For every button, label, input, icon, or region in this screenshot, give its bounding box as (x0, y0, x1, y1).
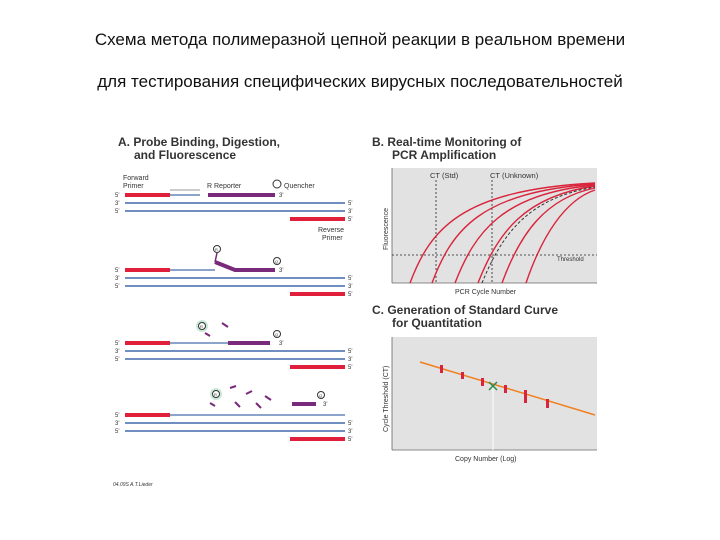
standard-point (546, 399, 549, 408)
standard-curve-plot-area (392, 337, 597, 450)
panel-c-heading-line1: C. Generation of Standard Curve (372, 303, 559, 317)
strand-end-label: 5' (115, 357, 120, 363)
reporter-mark: R (214, 392, 217, 397)
image-credit: 04.09S A.T.Lieder (113, 482, 153, 488)
quencher-mark: Q (275, 332, 279, 337)
strand-end-label: 3' (279, 193, 284, 199)
threshold-label: Threshold (557, 257, 584, 263)
panel-a-block-4 (115, 386, 352, 443)
fluorescence-axis-label: Fluorescence (383, 207, 390, 250)
forward-primer-label-line2: Primer (123, 183, 144, 190)
ct-std-label: CT (Std) (430, 171, 459, 180)
reverse-primer-label-line1: Reverse (318, 227, 345, 234)
probe-fragment (235, 402, 240, 407)
reporter-label: R Reporter (207, 183, 242, 190)
probe-fragment (205, 333, 210, 336)
strand-end-label: 5' (115, 193, 120, 199)
reporter-mark: R (200, 324, 203, 329)
probe-fragment (246, 391, 252, 394)
probe-bar (215, 262, 275, 270)
quencher-mark: Q (319, 393, 323, 398)
strand-end-label: 5' (348, 365, 353, 371)
panel-b-heading-line2: PCR Amplification (392, 148, 497, 162)
strand-end-label: 5' (115, 429, 120, 435)
standard-point (440, 365, 443, 373)
standard-point (481, 378, 484, 386)
quencher-label-icon (273, 180, 281, 188)
strand-end-label: 3' (115, 349, 120, 355)
panel-a-block-1 (115, 193, 352, 242)
strand-end-label: 3' (348, 209, 353, 215)
probe-fragment (210, 403, 215, 406)
strand-end-label: 5' (115, 268, 120, 274)
cycle-threshold-axis-label: Cycle Threshold (CT) (383, 365, 390, 432)
probe-fragment (256, 403, 261, 408)
quencher-mark: Q (275, 259, 279, 264)
quencher-label: Quencher (284, 183, 315, 190)
probe-fragment (265, 396, 271, 400)
strand-end-label: 3' (348, 284, 353, 290)
panel-a-block-3 (115, 320, 352, 371)
ct-unknown-label: CT (Unknown) (490, 171, 539, 180)
strand-end-label: 5' (348, 276, 353, 282)
strand-end-label: 5' (348, 292, 353, 298)
standard-point (461, 372, 464, 379)
panel-c-heading-line2: for Quantitation (392, 316, 482, 330)
standard-point (504, 385, 507, 393)
strand-end-label: 5' (115, 284, 120, 290)
strand-end-label: 5' (348, 349, 353, 355)
strand-end-label: 3' (115, 276, 120, 282)
strand-end-label: 5' (348, 437, 353, 443)
reporter-mark: R (215, 247, 218, 252)
panel-a-heading-line2: and Fluorescence (134, 148, 237, 162)
strand-end-label: 3' (348, 357, 353, 363)
reverse-primer-label-line2: Primer (322, 235, 343, 242)
strand-end-label: 3' (279, 341, 284, 347)
forward-primer-label-line1: Forward (123, 175, 149, 182)
probe-fragment (230, 386, 236, 388)
strand-end-label: 3' (115, 421, 120, 427)
strand-end-label: 5' (115, 209, 120, 215)
strand-end-label: 3' (115, 201, 120, 207)
slide-title-line1: Схема метода полимеразной цепной реакции в реальном времени (94, 30, 626, 49)
strand-end-label: 5' (348, 421, 353, 427)
strand-end-label: 3' (279, 268, 284, 274)
strand-end-label: 5' (348, 217, 353, 223)
standard-point (524, 390, 527, 403)
panel-a-block-2 (115, 246, 352, 299)
strand-end-label: 3' (323, 402, 328, 408)
panel-a-heading-line1: A. Probe Binding, Digestion, (118, 135, 280, 149)
slide-title-line2: для тестирования специфических вирусных последовательностей (97, 72, 623, 91)
panel-b-heading-line1: B. Real-time Monitoring of (372, 135, 522, 149)
strand-end-label: 3' (348, 429, 353, 435)
probe-fragment (222, 323, 228, 327)
strand-end-label: 5' (115, 341, 120, 347)
strand-end-label: 5' (348, 201, 353, 207)
cycle-number-axis-label: PCR Cycle Number (455, 289, 517, 296)
strand-end-label: 5' (115, 413, 120, 419)
copy-number-axis-label: Copy Number (Log) (455, 456, 517, 463)
